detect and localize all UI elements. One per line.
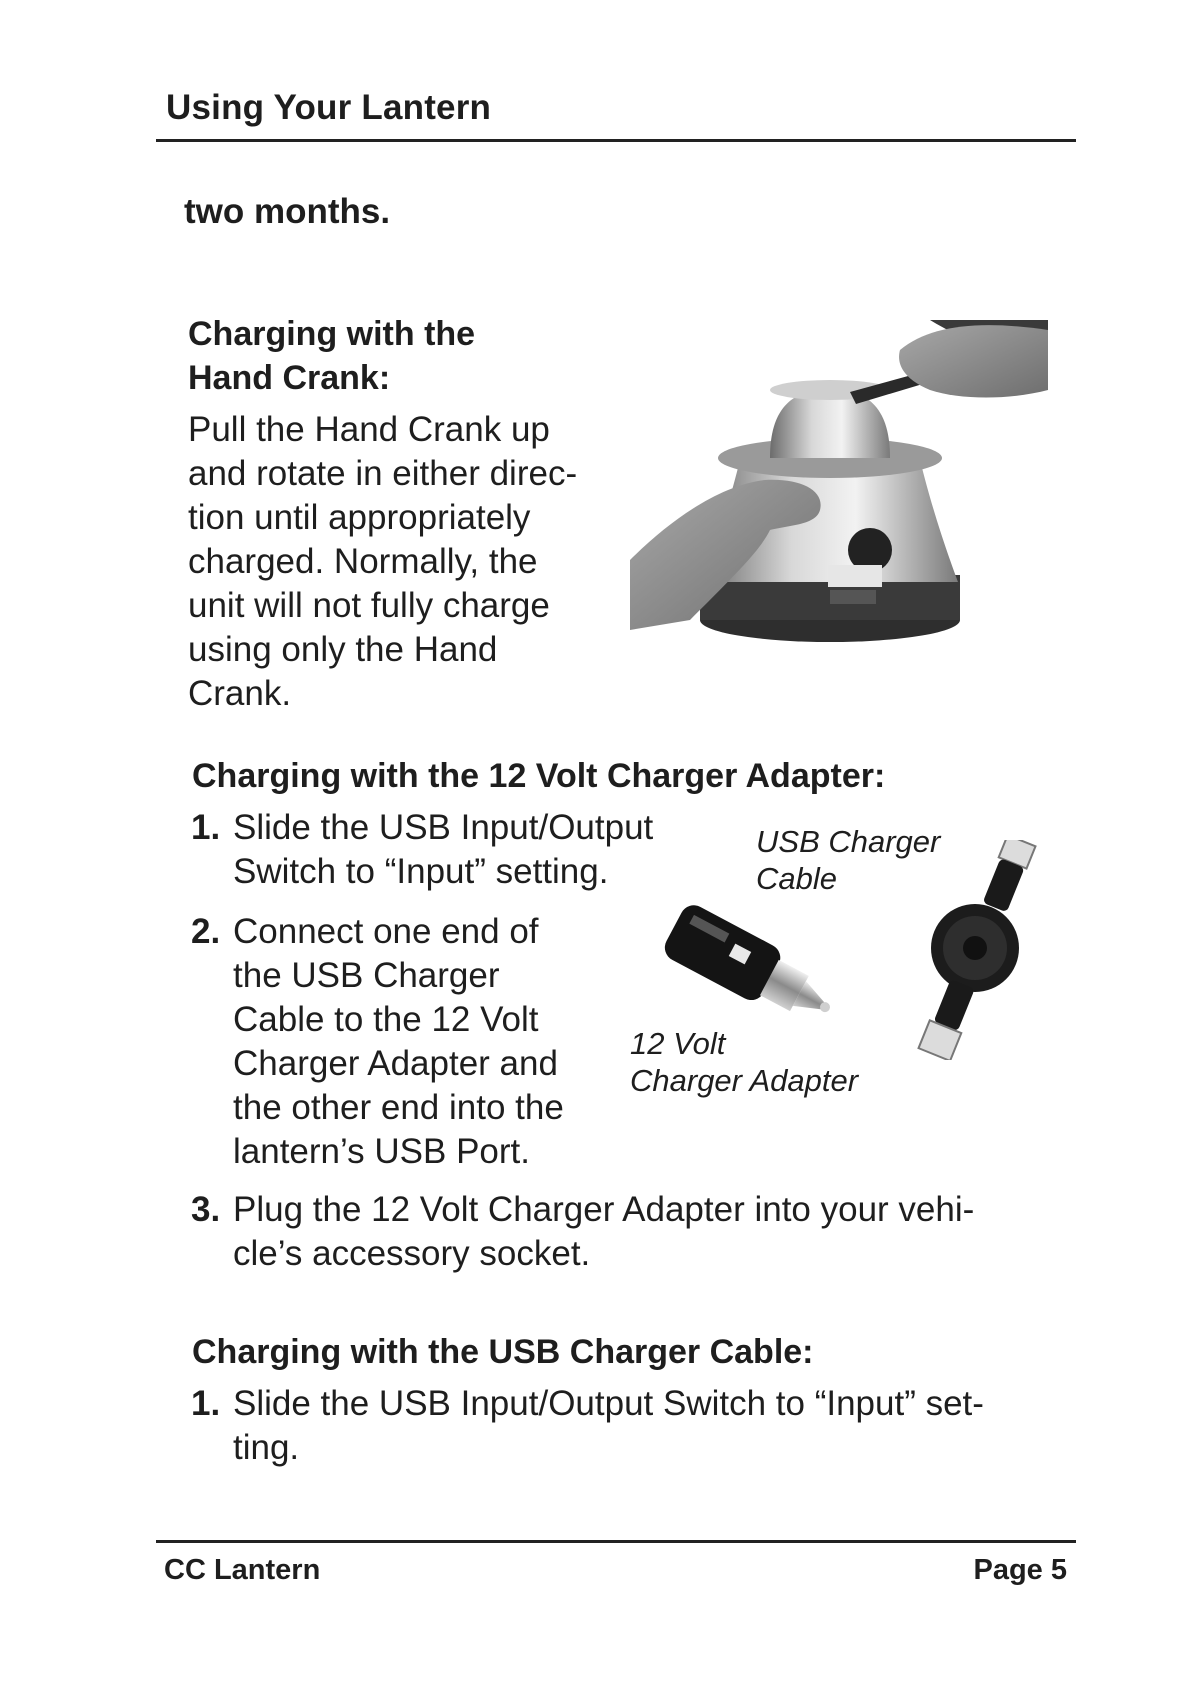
caption-line: Charger Adapter (630, 1063, 859, 1098)
list-item (191, 1188, 1061, 1276)
text-line: the other end into the (233, 1088, 564, 1127)
step-number: 3. (191, 1190, 221, 1229)
text-line: ting. (233, 1428, 300, 1467)
hand-crank-heading-line: Hand Crank: (188, 359, 391, 397)
step-number: 2. (191, 912, 221, 951)
text-line: Cable to the 12 Volt (233, 1000, 539, 1039)
step-number: 1. (191, 808, 221, 847)
list-item (191, 806, 711, 894)
text-line: charged. Normally, the (188, 542, 538, 581)
text-line: unit will not fully charge (188, 586, 550, 625)
adapter-section-heading: Charging with the 12 Volt Charger Adapter: (192, 757, 886, 795)
hand-crank-heading (188, 312, 648, 400)
text-line: Pull the Hand Crank up (188, 410, 550, 449)
usb-step-1 (191, 1382, 1061, 1470)
hand-crank-instructions (188, 408, 608, 716)
text-line: lantern’s USB Port. (233, 1132, 530, 1171)
text-line: the USB Charger (233, 956, 500, 995)
text-line: Switch to “Input” setting. (233, 852, 609, 891)
adapter-step-2 (191, 910, 591, 1174)
page-header-title: Using Your Lantern (166, 88, 492, 127)
usb-charger-cable-image (905, 840, 1045, 1060)
text-line: using only the Hand (188, 630, 498, 669)
car-charger-adapter-image (655, 895, 845, 1035)
lantern-hand-crank-photo (630, 320, 1048, 656)
caption-line: USB Charger (756, 824, 941, 859)
step-number: 1. (191, 1384, 221, 1423)
text-line: Charger Adapter and (233, 1044, 558, 1083)
text-line: Crank. (188, 674, 292, 713)
footer-product-name: CC Lantern (164, 1554, 321, 1586)
car-charger-adapter-caption (630, 1025, 910, 1099)
text-line: Slide the USB Input/Output Switch to “Input” set- (233, 1384, 984, 1423)
caption-line: 12 Volt (630, 1026, 726, 1061)
header-divider (156, 139, 1076, 142)
hand-crank-heading-line: Charging with the (188, 315, 476, 353)
list-item (191, 910, 591, 1174)
adapter-step-1 (191, 806, 711, 894)
text-line: Connect one end of (233, 912, 539, 951)
text-line: tion until appropriately (188, 498, 531, 537)
continued-text: two months. (184, 192, 391, 231)
text-line: and rotate in either direc- (188, 454, 578, 493)
text-line: Slide the USB Input/Output (233, 808, 654, 847)
list-item (191, 1382, 1061, 1470)
text-line: cle’s accessory socket. (233, 1234, 591, 1273)
footer-divider (156, 1540, 1076, 1543)
adapter-step-3 (191, 1188, 1061, 1276)
caption-line: Cable (756, 861, 837, 896)
usb-section-heading: Charging with the USB Charger Cable: (192, 1333, 814, 1371)
text-line: Plug the 12 Volt Charger Adapter into your vehi- (233, 1190, 975, 1229)
page-number: Page 5 (973, 1554, 1067, 1586)
